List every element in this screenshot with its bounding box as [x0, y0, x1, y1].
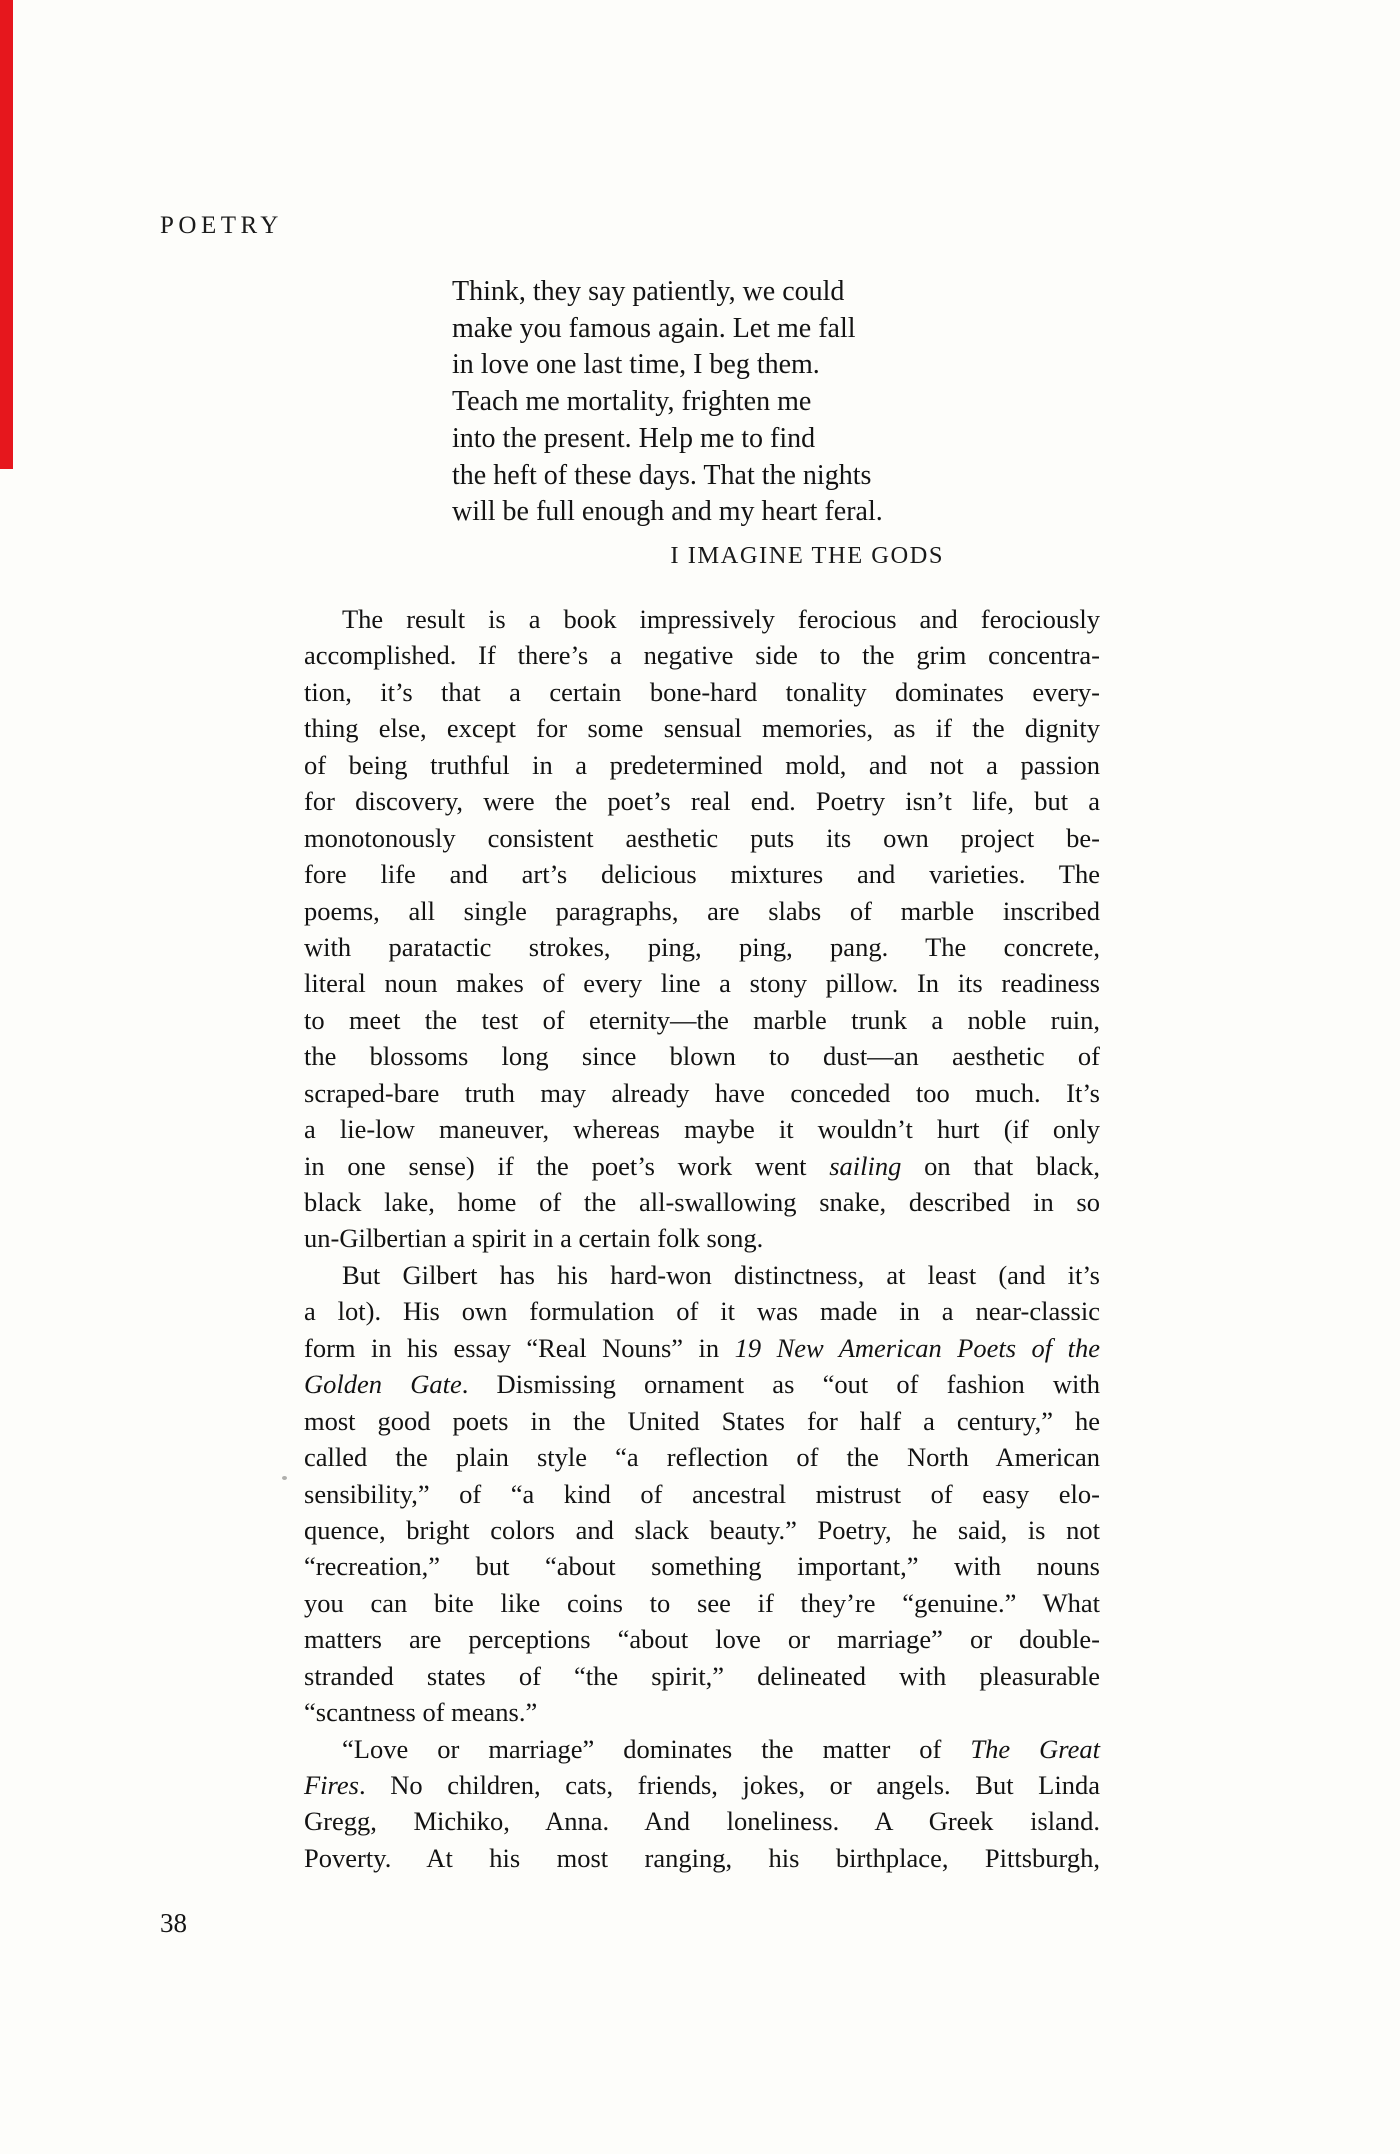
text: with paratactic strokes, ping, ping, pang. The concrete, [304, 931, 1100, 962]
text: a lot). His own formulation of it was made in a near-classic [304, 1296, 1100, 1327]
body-line [304, 710, 1100, 746]
body-line [304, 1403, 1100, 1439]
body-line [304, 893, 1100, 929]
body-line [304, 1111, 1100, 1147]
body-line [304, 601, 1100, 637]
poem-line: Think, they say patiently, we could [452, 276, 845, 307]
text: to meet the test of eternity—the marble trunk a noble ruin, [304, 1004, 1100, 1035]
text: for discovery, were the poet’s real end. Poetry isn’t life, but a [304, 786, 1100, 817]
page-edge-red-strip [0, 0, 13, 469]
text: . Dismissing ornament as “out of fashion with [461, 1369, 1101, 1400]
text: matters are perceptions “about love or marriage” or double- [304, 1624, 1100, 1655]
poem-attribution: I IMAGINE THE GODS [670, 542, 944, 569]
text: poems, all single paragraphs, are slabs of marble inscribed [304, 895, 1100, 926]
body-line [304, 820, 1100, 856]
text: The result is a book impressively ferocious and ferociously [342, 604, 1100, 634]
text: a lie-low maneuver, whereas maybe it wouldn’t hurt (if only [304, 1114, 1100, 1145]
text: form in his essay “Real Nouns” in [304, 1332, 735, 1363]
body-line [304, 1220, 1100, 1256]
body-line [304, 1075, 1100, 1111]
text: most good poets in the United States for half a century,” he [304, 1405, 1100, 1436]
body-line [304, 1184, 1100, 1220]
text: black lake, home of the all-swallowing snake, described in so [304, 1187, 1100, 1217]
body-line [304, 637, 1100, 673]
text: “Love or marriage” dominates the matter of [342, 1733, 971, 1764]
print-artifact-dot [282, 1476, 287, 1480]
body-line [304, 674, 1100, 710]
text: in one sense) if the poet’s work went [304, 1150, 830, 1181]
body-line [304, 1694, 1100, 1730]
text: . No children, cats, friends, jokes, or angels. But Linda [358, 1770, 1100, 1800]
body-line [304, 856, 1100, 892]
text: Poverty. At his most ranging, his birthplace, Pittsburgh, [304, 1842, 1100, 1873]
italic-text: The Great [970, 1733, 1100, 1764]
text: you can bite like coins to see if they’re “genuine.” What [304, 1587, 1100, 1618]
text: of being truthful in a predetermined mold, and not a passion [304, 749, 1100, 780]
italic-text: sailing [829, 1150, 902, 1181]
text: on that black, [901, 1150, 1100, 1181]
body-line [304, 1148, 1100, 1184]
body-line [304, 1840, 1100, 1876]
body-line [304, 1548, 1100, 1584]
body-line [304, 1658, 1100, 1694]
text: “scantness of means.” [304, 1697, 538, 1728]
body-line [304, 1439, 1100, 1475]
text: thing else, except for some sensual memories, as if the dignity [304, 713, 1100, 744]
poem-quote [452, 274, 883, 531]
text: stranded states of “the spirit,” delineated with pleasurable [304, 1660, 1100, 1691]
body-line [304, 1476, 1100, 1512]
body-line [304, 747, 1100, 783]
text: quence, bright colors and slack beauty.” Poetry, he said, is not [304, 1514, 1100, 1545]
text: the blossoms long since blown to dust—an aesthetic of [304, 1041, 1100, 1072]
body-line [304, 1731, 1100, 1767]
text: un-Gilbertian a spirit in a certain folk song. [304, 1223, 764, 1254]
text: But Gilbert has his hard-won distinctness, at least (and it’s [342, 1259, 1100, 1290]
text: “recreation,” but “about something important,” with nouns [304, 1551, 1100, 1582]
poem-line: in love one last time, I beg them. [452, 349, 820, 381]
body-line [304, 1803, 1100, 1839]
body-line [304, 1038, 1100, 1074]
body-line [304, 1002, 1100, 1038]
text: literal noun makes of every line a stony pillow. In its readiness [304, 968, 1100, 999]
body-line [304, 1767, 1100, 1803]
page-number: 38 [160, 1908, 187, 1938]
body-line [304, 1257, 1100, 1293]
body-line [304, 929, 1100, 965]
text: monotonously consistent aesthetic puts its own project be- [304, 822, 1100, 853]
italic-text: Golden Gate [304, 1369, 462, 1400]
text: fore life and art’s delicious mixtures and varieties. The [304, 859, 1100, 890]
body-line [304, 965, 1100, 1001]
text: tion, it’s that a certain bone-hard tonality dominates every- [304, 676, 1100, 707]
text: called the plain style “a reflection of the North American [304, 1442, 1100, 1473]
review-text [304, 601, 1100, 1876]
body-line [304, 1330, 1100, 1366]
text: scraped-bare truth may already have conceded too much. It’s [304, 1077, 1100, 1108]
body-line [304, 1366, 1100, 1402]
poem-line: the heft of these days. That the nights [452, 459, 872, 491]
body-line [304, 1621, 1100, 1657]
poem-line: make you famous again. Let me fall [452, 312, 856, 344]
body-line [304, 1293, 1100, 1329]
running-header: POETRY [160, 212, 283, 239]
body-line [304, 783, 1100, 819]
text: sensibility,” of “a kind of ancestral mistrust of easy elo- [304, 1478, 1100, 1509]
poem-line: into the present. Help me to find [452, 422, 816, 454]
body-line [304, 1585, 1100, 1621]
poem-line: will be full enough and my heart feral. [452, 496, 883, 528]
poem-line: Teach me mortality, frighten me [452, 386, 812, 418]
text: Gregg, Michiko, Anna. And loneliness. A Greek island. [304, 1806, 1100, 1837]
italic-text: Fires [304, 1770, 359, 1800]
italic-text: 19 New American Poets of the [734, 1332, 1100, 1363]
body-line [304, 1512, 1100, 1548]
text: accomplished. If there’s a negative side to the grim concentra- [304, 640, 1100, 671]
